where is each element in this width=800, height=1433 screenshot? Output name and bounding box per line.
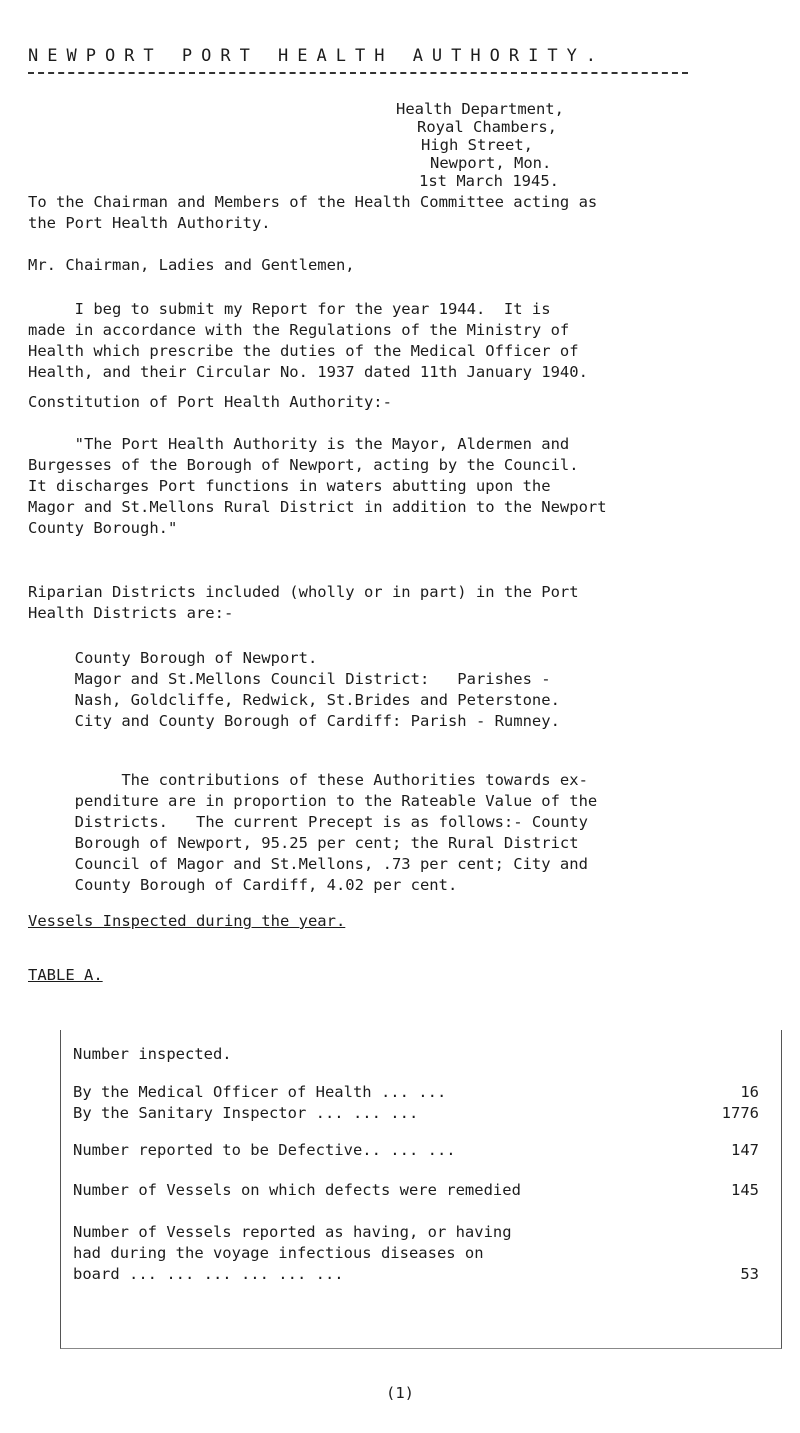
contributions-paragraph: The contributions of these Authorities towards ex- penditure are in proportion to the Rateable Value of the Districts. The current Precept is as follows:- County Borough of Newport, 95.25 per cent; the Rural District Council of Magor and St.Mellons, .73 per cent; City and County Borough of Cardiff, 4.02 per cent. bbox=[74, 771, 598, 894]
vessels-table bbox=[60, 1030, 782, 1349]
row-label: By the Sanitary Inspector ... ... ... bbox=[73, 1104, 419, 1122]
vessels-heading: Vessels Inspected during the year. bbox=[28, 912, 346, 930]
salutation: Mr. Chairman, Ladies and Gentlemen, bbox=[28, 256, 355, 274]
constitution-heading: Constitution of Port Health Authority:- bbox=[28, 393, 392, 411]
intro-paragraph: I beg to submit my Report for the year 1944. It is made in accordance with the Regulations of the Ministry of Health which prescribe the duties of the Medical Officer of Health, and their Circular No. 1937 dated 11th January 1940. bbox=[28, 300, 588, 381]
table-heading-label: Number inspected. bbox=[73, 1045, 232, 1063]
page-number: (1) bbox=[386, 1384, 414, 1402]
row-label: Number of Vessels on which defects were remedied bbox=[73, 1181, 521, 1199]
riparian-heading: Riparian Districts included (wholly or in part) in the Port Health Districts are:- bbox=[28, 583, 579, 622]
row-label: Number reported to be Defective.. ... ... bbox=[73, 1141, 456, 1159]
address-line: Newport, Mon. bbox=[430, 154, 552, 172]
title-underline bbox=[28, 72, 688, 74]
row-label: Number of Vessels reported as having, or having bbox=[73, 1223, 512, 1241]
address-line: Health Department, bbox=[396, 100, 564, 118]
row-value: 53 bbox=[740, 1265, 759, 1283]
row-label: board ... ... ... ... ... ... bbox=[73, 1265, 344, 1283]
addressee: To the Chairman and Members of the Health Committee acting as the Port Health Authority. bbox=[28, 193, 598, 232]
row-label: By the Medical Officer of Health ... ... bbox=[73, 1083, 447, 1101]
address-line: Royal Chambers, bbox=[417, 118, 557, 136]
date-line: 1st March 1945. bbox=[419, 172, 559, 190]
table-label: TABLE A. bbox=[28, 966, 103, 984]
row-value: 16 bbox=[740, 1083, 759, 1101]
sender-address bbox=[396, 100, 564, 190]
constitution-quote: "The Port Health Authority is the Mayor, Aldermen and Burgesses of the Borough of Newport, acting by the Council. It discharges Port functions in waters abutting upon the Magor and St.Mellons Rural District in addition to the Newport County Borough." bbox=[28, 435, 607, 537]
row-value: 145 bbox=[731, 1181, 759, 1199]
row-value: 147 bbox=[731, 1141, 759, 1159]
row-label: had during the voyage infectious diseases on bbox=[73, 1244, 484, 1262]
row-value: 1776 bbox=[721, 1104, 759, 1122]
document-title: NEWPORT PORT HEALTH AUTHORITY. bbox=[28, 46, 606, 66]
riparian-list: County Borough of Newport. Magor and St.Mellons Council District: Parishes - Nash, Goldcliffe, Redwick, St.Brides and Peterstone. City and County Borough of Cardiff: Parish - Rumney. bbox=[74, 649, 560, 730]
address-line: High Street, bbox=[421, 136, 533, 154]
